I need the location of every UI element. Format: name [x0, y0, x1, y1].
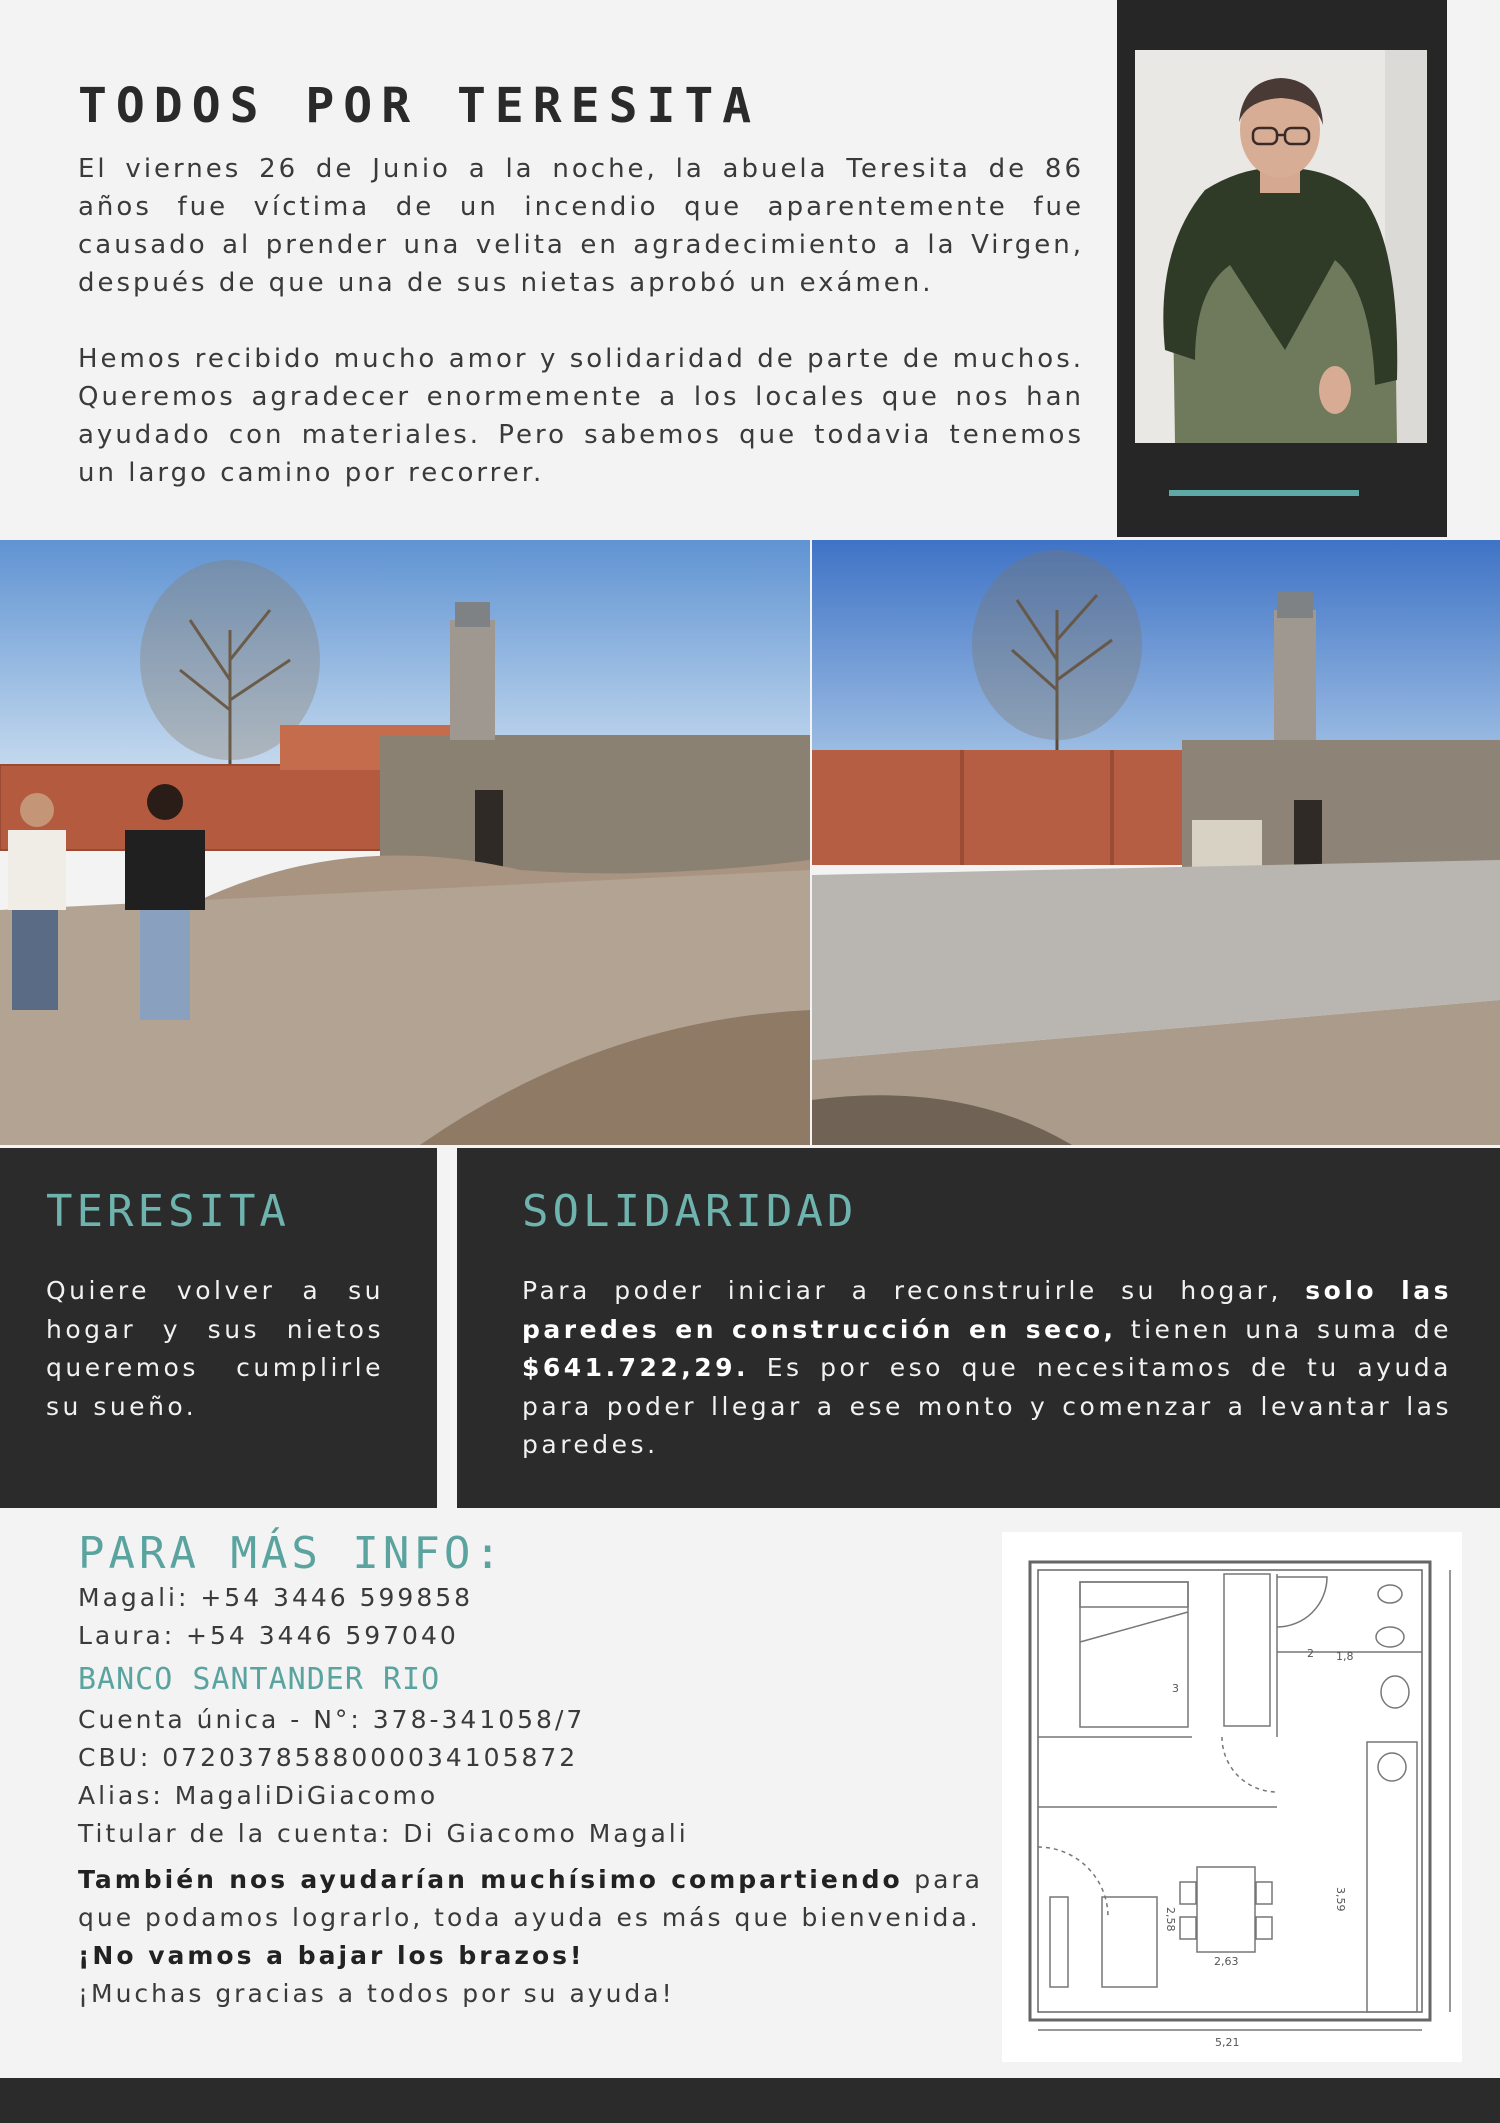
share-request [78, 1861, 983, 1937]
page-title: TODOS POR TERESITA [78, 78, 761, 134]
intro-paragraph-1: El viernes 26 de Junio a la noche, la abuela Teresita de 86 años fue víctima de un incendio que aparentemente fue causado al prender una velita en agradecimiento a la Virgen, después de que una de sus nietas aprobó un exámen. [78, 154, 1084, 298]
solidaridad-text-mid: tienen una suma de [1116, 1314, 1452, 1344]
intro-text [78, 150, 1084, 530]
site-photo-before [0, 540, 810, 1145]
intro-paragraph-2: Hemos recibido mucho amor y solidaridad de parte de muchos. Queremos agradecer enormemente a los locales que nos han ayudado con materiales. Pero sabemos que todavia tenemos un largo camino por recorrer. [78, 344, 1084, 488]
donation-amount: $641.722,29. [522, 1353, 750, 1382]
plan-dim-bed: 3 [1172, 1682, 1179, 1695]
solidaridad-text-end: Es por eso que necesitamos de tu ayuda para poder llegar a ese monto y comenzar a levantar las paredes. [522, 1353, 1452, 1459]
portrait-panel [1117, 0, 1447, 537]
info-section [78, 1528, 983, 2013]
bank-alias: Alias: MagaliDiGiacomo [78, 1781, 439, 1810]
motto: ¡No vamos a bajar los brazos! [78, 1941, 585, 1970]
share-request-bold: También nos ayudarían muchísimo compartiendo [78, 1865, 903, 1894]
info-heading: PARA MÁS INFO: [78, 1528, 505, 1579]
contact-laura: Laura: +54 3446 597040 [78, 1621, 459, 1650]
bank-holder: Titular de la cuenta: Di Giacomo Magali [78, 1819, 689, 1848]
bank-heading: BANCO SANTANDER RIO [78, 1662, 441, 1697]
solidaridad-heading: SOLIDARIDAD [522, 1186, 858, 1237]
bank-cbu: CBU: 0720378588000034105872 [78, 1743, 579, 1772]
portrait-photo [1135, 50, 1427, 443]
plan-dim-side: 3,59 [1334, 1887, 1347, 1912]
contact-magali: Magali: +54 3446 599858 [78, 1583, 474, 1612]
site-photo-after [812, 540, 1500, 1145]
plan-dim-mid: 2,58 [1164, 1907, 1177, 1932]
solidaridad-panel [457, 1148, 1500, 1508]
bank-account: Cuenta única - N°: 378-341058/7 [78, 1705, 586, 1734]
floor-plan [1002, 1532, 1462, 2062]
teresita-text: Quiere volver a su hogar y sus nietos queremos cumplirle su sueño. [46, 1276, 384, 1421]
share-request-rest: para que podamos lograrlo, toda ayuda es más que bienvenida. [78, 1865, 984, 1932]
solidaridad-text-start: Para poder iniciar a reconstruirle su hogar, [522, 1276, 1306, 1305]
plan-dim-table: 2,63 [1214, 1955, 1239, 1968]
solidaridad-text [522, 1272, 1452, 1465]
plan-dim-bath2: 2 [1307, 1647, 1314, 1660]
plan-dim-bottom: 5,21 [1215, 2036, 1240, 2049]
thanks: ¡Muchas gracias a todos por su ayuda! [78, 1979, 675, 2008]
plan-dim-bath: 1,8 [1336, 1650, 1354, 1663]
teresita-heading: TERESITA [46, 1186, 290, 1237]
footer-bar [0, 2078, 1500, 2123]
accent-line [1169, 490, 1359, 496]
teresita-panel [0, 1148, 437, 1508]
solidaridad-text-bold: solo las paredes en construcción en seco, [522, 1276, 1452, 1344]
